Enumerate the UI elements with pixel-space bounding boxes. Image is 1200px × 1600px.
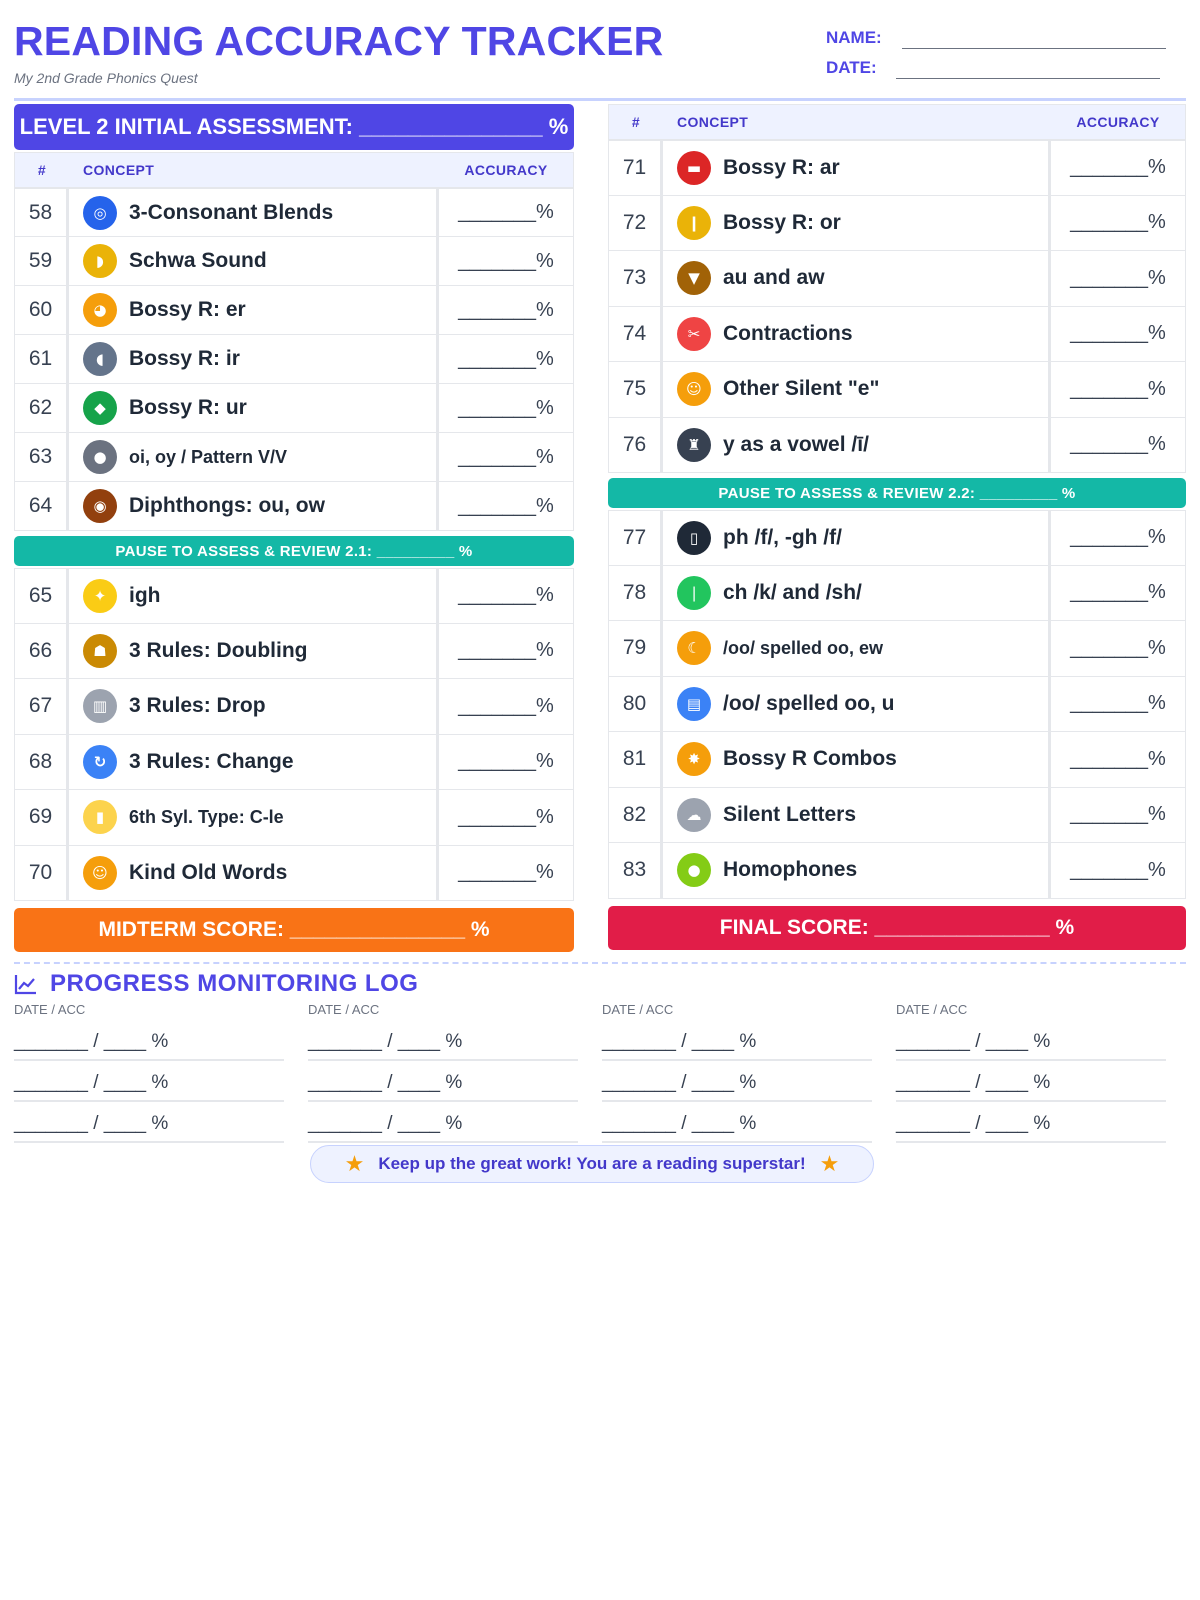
- owl-icon: ◉: [83, 489, 117, 523]
- concept-cell: [69, 482, 439, 530]
- concept-cell: [663, 141, 1051, 195]
- concept-cell: [663, 307, 1051, 362]
- concept-cell: [663, 788, 1051, 843]
- concept-row-82: [608, 788, 1186, 844]
- mobile-phone-icon: ▯: [677, 521, 711, 555]
- concept-cell: [69, 624, 439, 679]
- log-column-2: [308, 1000, 578, 1143]
- page-title: READING ACCURACY TRACKER: [14, 18, 664, 64]
- log-column-3: [602, 1000, 872, 1143]
- accuracy-field[interactable]: _______%: [458, 201, 554, 223]
- concept-label: 3-Consonant Blends: [129, 200, 334, 224]
- encouragement-text: Keep up the great work! You are a reading superstar!: [378, 1154, 806, 1173]
- log-entry-field[interactable]: _______ / ____ %: [896, 1102, 1166, 1143]
- concept-label: igh: [129, 583, 161, 607]
- basket-icon: ▼: [677, 261, 711, 295]
- log-entry-field[interactable]: _______ / ____ %: [602, 1061, 872, 1102]
- column-header-concept: CONCEPT: [83, 162, 155, 178]
- accuracy-field[interactable]: _______%: [1070, 322, 1166, 345]
- accuracy-field[interactable]: _______%: [1070, 636, 1166, 659]
- left-table-header: [14, 152, 574, 188]
- concept-cell: [663, 362, 1051, 417]
- concept-row-62: [14, 384, 574, 433]
- log-entry-field[interactable]: _______ / ____ %: [14, 1102, 284, 1143]
- concept-number: 76: [609, 418, 663, 473]
- concept-number: 79: [609, 621, 663, 676]
- accuracy-field[interactable]: _______%: [1070, 156, 1166, 179]
- concept-number: 72: [609, 196, 663, 251]
- chart-line-icon: [14, 973, 38, 995]
- star-icon: ★: [819, 1151, 840, 1177]
- log-column-4: [896, 1000, 1166, 1143]
- concept-number: 65: [15, 569, 69, 623]
- concept-cell: [663, 418, 1051, 473]
- concept-number: 83: [609, 843, 663, 898]
- concept-row-70: [14, 846, 574, 902]
- column-header-accuracy: ACCURACY: [1076, 114, 1160, 130]
- concept-number: 78: [609, 566, 663, 621]
- accuracy-field[interactable]: _______%: [1070, 266, 1166, 289]
- log-column-header: DATE / ACC: [14, 1002, 86, 1017]
- concept-row-71: [608, 140, 1186, 196]
- concept-row-68: [14, 735, 574, 791]
- concept-row-76: [608, 418, 1186, 474]
- concept-label: 6th Syl. Type: C-le: [129, 806, 284, 827]
- right-table-header: [608, 104, 1186, 140]
- accuracy-field[interactable]: _______%: [1070, 747, 1166, 770]
- shushing-face-icon: ☺: [677, 372, 711, 406]
- page-subtitle: My 2nd Grade Phonics Quest: [14, 70, 198, 86]
- concept-number: 66: [15, 624, 69, 679]
- concept-cell: [663, 511, 1051, 565]
- candle-icon: ▮: [83, 800, 117, 834]
- concept-number: 71: [609, 141, 663, 195]
- date-field[interactable]: [896, 78, 1160, 79]
- accuracy-field[interactable]: _______%: [1070, 803, 1166, 826]
- concept-row-80: [608, 677, 1186, 733]
- log-entry-field[interactable]: _______ / ____ %: [602, 1020, 872, 1061]
- accuracy-field[interactable]: _______%: [458, 584, 554, 607]
- concept-row-65: [14, 568, 574, 624]
- page-header: [14, 0, 1186, 98]
- concept-row-78: [608, 566, 1186, 622]
- accuracy-field[interactable]: _______%: [1070, 433, 1166, 456]
- concept-number: 59: [15, 237, 69, 285]
- weightlifter-icon: ♜: [677, 428, 711, 462]
- accuracy-field[interactable]: _______%: [458, 639, 554, 662]
- accuracy-field[interactable]: _______%: [458, 805, 554, 828]
- section-divider: [14, 962, 1186, 964]
- light-bulb-icon: ✦: [83, 579, 117, 613]
- concept-cell: [69, 790, 439, 845]
- concept-cell: [69, 286, 439, 334]
- concept-label: au and aw: [723, 266, 825, 290]
- concept-label: Bossy R: ur: [129, 396, 247, 419]
- concept-row-64: [14, 482, 574, 531]
- concept-label: Bossy R: ar: [723, 155, 840, 179]
- concept-cell: [69, 569, 439, 623]
- tiger-face-icon: ◕: [83, 293, 117, 327]
- final-score-banner: FINAL SCORE: _______________ %: [608, 906, 1186, 950]
- pear-icon: ●: [677, 853, 711, 887]
- accuracy-field[interactable]: _______%: [458, 861, 554, 884]
- concept-number: 58: [15, 189, 69, 236]
- left-concept-list-2: [14, 568, 574, 901]
- concept-number: 81: [609, 732, 663, 787]
- concept-row-72: [608, 196, 1186, 252]
- accuracy-field[interactable]: _______%: [458, 298, 554, 321]
- log-entry-field[interactable]: _______ / ____ %: [308, 1061, 578, 1102]
- pause-review-2-2-banner: PAUSE TO ASSESS & REVIEW 2.2: _________ %: [608, 478, 1186, 508]
- car-icon: ▬: [677, 151, 711, 185]
- corn-icon: ❙: [677, 206, 711, 240]
- concept-row-63: [14, 433, 574, 482]
- log-column-1: [14, 1000, 284, 1143]
- concept-number: 73: [609, 251, 663, 306]
- accuracy-field[interactable]: _______%: [1070, 581, 1166, 604]
- column-header-accuracy: ACCURACY: [464, 162, 548, 178]
- concept-row-79: [608, 621, 1186, 677]
- concept-label: Diphthongs: ou, ow: [129, 494, 325, 517]
- concept-label: Silent Letters: [723, 802, 857, 826]
- log-entry-field[interactable]: _______ / ____ %: [308, 1020, 578, 1061]
- accuracy-field[interactable]: _______%: [1070, 526, 1166, 549]
- concept-label: Bossy R: or: [723, 210, 841, 234]
- concept-cell: [663, 196, 1051, 251]
- concept-number: 62: [15, 384, 69, 432]
- scissors-icon: ✂: [677, 317, 711, 351]
- concept-number: 67: [15, 679, 69, 734]
- right-concept-list-1: [608, 140, 1186, 473]
- concept-row-61: [14, 335, 574, 384]
- star-icon: ★: [344, 1151, 365, 1177]
- concept-cell: [663, 843, 1051, 898]
- test-tube-icon: ❘: [677, 576, 711, 610]
- concept-label: oi, oy / Pattern V/V: [129, 446, 288, 467]
- log-entry-field[interactable]: _______ / ____ %: [14, 1061, 284, 1102]
- concept-cell: [663, 621, 1051, 676]
- concept-cell: [69, 679, 439, 734]
- midterm-score-banner: MIDTERM SCORE: _______________ %: [14, 908, 574, 952]
- concept-number: 69: [15, 790, 69, 845]
- left-concept-list-1: [14, 188, 574, 531]
- header-divider: [14, 98, 1186, 101]
- concept-number: 61: [15, 335, 69, 383]
- log-entry-field[interactable]: _______ / ____ %: [896, 1020, 1166, 1061]
- log-column-header: DATE / ACC: [896, 1002, 968, 1017]
- concept-cell: [69, 846, 439, 901]
- older-person-icon: ☺: [83, 856, 117, 890]
- concept-label: Bossy R: ir: [129, 347, 240, 370]
- progress-log-title: [14, 970, 418, 998]
- concept-cell: [69, 433, 439, 481]
- log-entry-field[interactable]: _______ / ____ %: [602, 1102, 872, 1143]
- concept-row-58: [14, 188, 574, 237]
- concept-number: 82: [609, 788, 663, 843]
- log-entry-field[interactable]: _______ / ____ %: [896, 1061, 1166, 1102]
- right-concept-list-2: [608, 510, 1186, 899]
- concept-row-69: [14, 790, 574, 846]
- wastebasket-icon: ▥: [83, 689, 117, 723]
- concept-cell: [69, 384, 439, 432]
- concept-number: 80: [609, 677, 663, 732]
- pause-review-2-1-banner: PAUSE TO ASSESS & REVIEW 2.1: _________ %: [14, 536, 574, 566]
- concept-cell: [69, 237, 439, 285]
- concept-label: Bossy R: er: [129, 298, 246, 321]
- concept-label: 3 Rules: Change: [129, 749, 294, 773]
- concept-label: Contractions: [723, 321, 853, 345]
- concept-row-73: [608, 251, 1186, 307]
- accuracy-field[interactable]: _______%: [458, 396, 554, 419]
- accuracy-field[interactable]: _______%: [1070, 377, 1166, 400]
- arrows-cycle-icon: ↻: [83, 745, 117, 779]
- concept-number: 64: [15, 482, 69, 530]
- accuracy-field[interactable]: _______%: [1070, 858, 1166, 881]
- concept-row-74: [608, 307, 1186, 363]
- concept-number: 74: [609, 307, 663, 362]
- concept-row-67: [14, 679, 574, 735]
- initial-assessment-banner: LEVEL 2 INITIAL ASSESSMENT: _______________ %: [14, 104, 574, 150]
- concept-row-83: [608, 843, 1186, 899]
- concept-label: 3 Rules: Doubling: [129, 638, 308, 662]
- column-header-number: #: [37, 162, 47, 178]
- concept-row-77: [608, 510, 1186, 566]
- concept-number: 75: [609, 362, 663, 417]
- accuracy-field[interactable]: _______%: [1070, 211, 1166, 234]
- concept-row-66: [14, 624, 574, 680]
- date-label: DATE:: [826, 58, 877, 77]
- concept-cell: [663, 251, 1051, 306]
- progress-log-heading: PROGRESS MONITORING LOG: [50, 970, 419, 997]
- log-entry-field[interactable]: _______ / ____ %: [308, 1102, 578, 1143]
- concept-label: 3 Rules: Drop: [129, 694, 266, 718]
- accuracy-field[interactable]: _______%: [458, 750, 554, 773]
- name-label: NAME:: [826, 28, 882, 47]
- encouragement-banner: [310, 1145, 874, 1183]
- turtle-icon: ◆: [83, 391, 117, 425]
- concept-label: /oo/ spelled oo, ew: [723, 637, 884, 658]
- crescent-moon-icon: ☾: [677, 631, 711, 665]
- concept-cell: [663, 677, 1051, 732]
- open-book-icon: ▤: [677, 687, 711, 721]
- concept-number: 68: [15, 735, 69, 790]
- concept-cell: [69, 189, 439, 236]
- concept-label: y as a vowel /ī/: [723, 432, 869, 456]
- bird-icon: ◖: [83, 342, 117, 376]
- concept-cell: [69, 735, 439, 790]
- accuracy-field[interactable]: _______%: [458, 249, 554, 272]
- accuracy-field[interactable]: _______%: [458, 694, 554, 717]
- ghost-icon: ☁: [677, 798, 711, 832]
- sparkle-star-icon: ✸: [677, 742, 711, 776]
- concept-number: 77: [609, 511, 663, 565]
- concept-label: Kind Old Words: [129, 860, 288, 884]
- concept-label: ch /k/ and /sh/: [723, 580, 862, 604]
- moon-icon: ●: [83, 440, 117, 474]
- concept-number: 70: [15, 846, 69, 901]
- log-entry-field[interactable]: _______ / ____ %: [14, 1020, 284, 1061]
- concept-row-60: [14, 286, 574, 335]
- concept-number: 63: [15, 433, 69, 481]
- column-header-concept: CONCEPT: [677, 114, 749, 130]
- concept-label: /oo/ spelled oo, u: [723, 691, 895, 715]
- log-column-header: DATE / ACC: [602, 1002, 674, 1017]
- log-column-header: DATE / ACC: [308, 1002, 380, 1017]
- concept-label: Bossy R Combos: [723, 747, 897, 771]
- accuracy-field[interactable]: _______%: [1070, 692, 1166, 715]
- concept-label: ph /f/, -gh /f/: [723, 525, 842, 549]
- concept-cell: [663, 732, 1051, 787]
- concept-label: Schwa Sound: [129, 249, 267, 272]
- concept-number: 60: [15, 286, 69, 334]
- concept-label: Homophones: [723, 858, 858, 882]
- concept-cell: [69, 335, 439, 383]
- concept-row-59: [14, 237, 574, 286]
- twins-icon: ☗: [83, 634, 117, 668]
- accuracy-field[interactable]: _______%: [458, 347, 554, 370]
- concept-row-75: [608, 362, 1186, 418]
- concept-label: Other Silent "e": [723, 377, 880, 401]
- concept-cell: [663, 566, 1051, 621]
- accuracy-field[interactable]: _______%: [458, 494, 554, 517]
- accuracy-field[interactable]: _______%: [458, 445, 554, 468]
- column-header-number: #: [631, 114, 641, 130]
- concept-row-81: [608, 732, 1186, 788]
- spool-of-thread-icon: ◎: [83, 196, 117, 230]
- banana-icon: ◗: [83, 244, 117, 278]
- name-field[interactable]: [902, 48, 1166, 49]
